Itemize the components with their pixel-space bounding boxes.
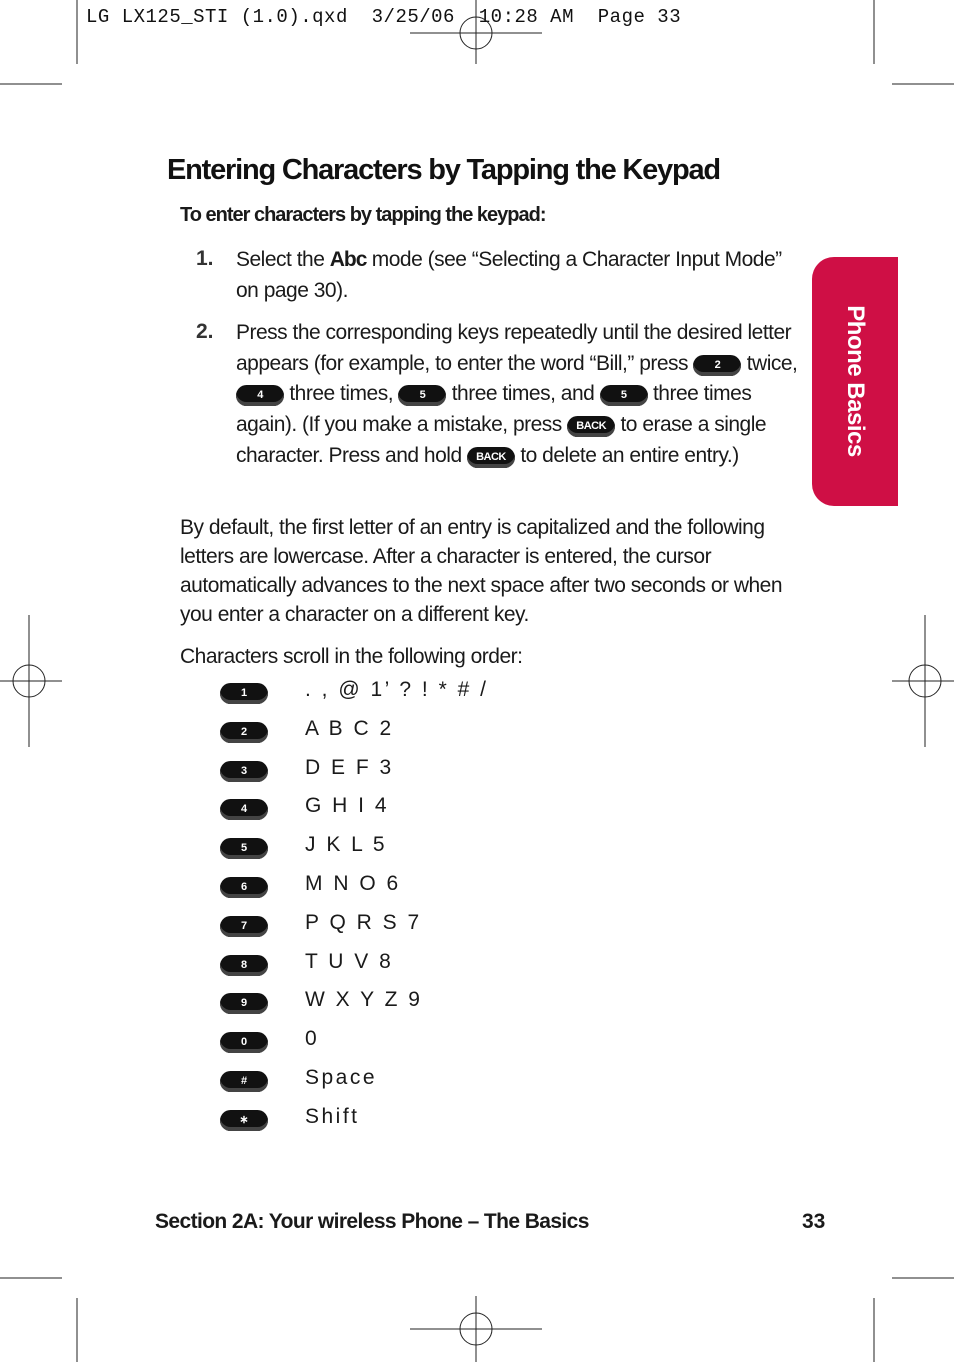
key-4-icon: 4 <box>236 385 284 406</box>
side-tab-label: Phone Basics <box>842 305 869 457</box>
key-3-icon: 3 <box>220 761 268 782</box>
back-key-icon: BACK <box>467 447 515 468</box>
key-5-icon: 5 <box>398 385 446 406</box>
abc-mode-label: Abc <box>329 248 367 271</box>
key-7-icon: 7 <box>220 916 268 937</box>
page-number: 33 <box>802 1210 826 1233</box>
key-1-icon: 1 <box>220 683 268 704</box>
step-2-number: 2. <box>196 320 214 343</box>
key-4-icon: 4 <box>220 799 268 820</box>
back-key-icon: BACK <box>567 416 615 437</box>
key-pound-icon: # <box>220 1071 268 1092</box>
key-8-icon: 8 <box>220 955 268 976</box>
step-1-text: Select the Abc mode (see “Selecting a Character Input Mode” on page 30). <box>236 248 782 302</box>
page-heading: Entering Characters by Tapping the Keypad <box>167 154 720 186</box>
key-star-icon: ∗ <box>220 1110 268 1131</box>
default-capitalization-paragraph: By default, the first letter of an entry is capitalized and the following letters are lowercase. After a character is entered, the cursor automatically advances to the next space after two seconds or when you enter a character on a different key. <box>180 516 783 626</box>
procedure-intro: To enter characters by tapping the keypad: <box>180 204 546 226</box>
footer-section-title: Section 2A: Your wireless Phone – The Basics <box>155 1210 589 1233</box>
step-2-text: Press the corresponding keys repeatedly until the desired letter appears (for example, to enter the word “Bill,” press 2 twice, 4 three times, 5 three times, and 5 three times again). (If you make a mistake, press BACK to erase a single character. Press and hold BACK to delete an entire entry.) <box>236 321 798 467</box>
key-5-icon: 5 <box>600 385 648 406</box>
key-2-icon: 2 <box>693 355 741 376</box>
key-9-icon: 9 <box>220 993 268 1014</box>
step-1-number: 1. <box>196 247 214 270</box>
section-side-tab <box>812 257 898 506</box>
key-0-icon: 0 <box>220 1032 268 1053</box>
key-2-icon: 2 <box>220 722 268 743</box>
key-5-icon: 5 <box>220 838 268 859</box>
print-slug: LG LX125_STI (1.0).qxd 3/25/06 10:28 AM Page 33 <box>86 6 682 28</box>
scroll-order-intro: Characters scroll in the following order: <box>180 645 523 668</box>
key-6-icon: 6 <box>220 877 268 898</box>
